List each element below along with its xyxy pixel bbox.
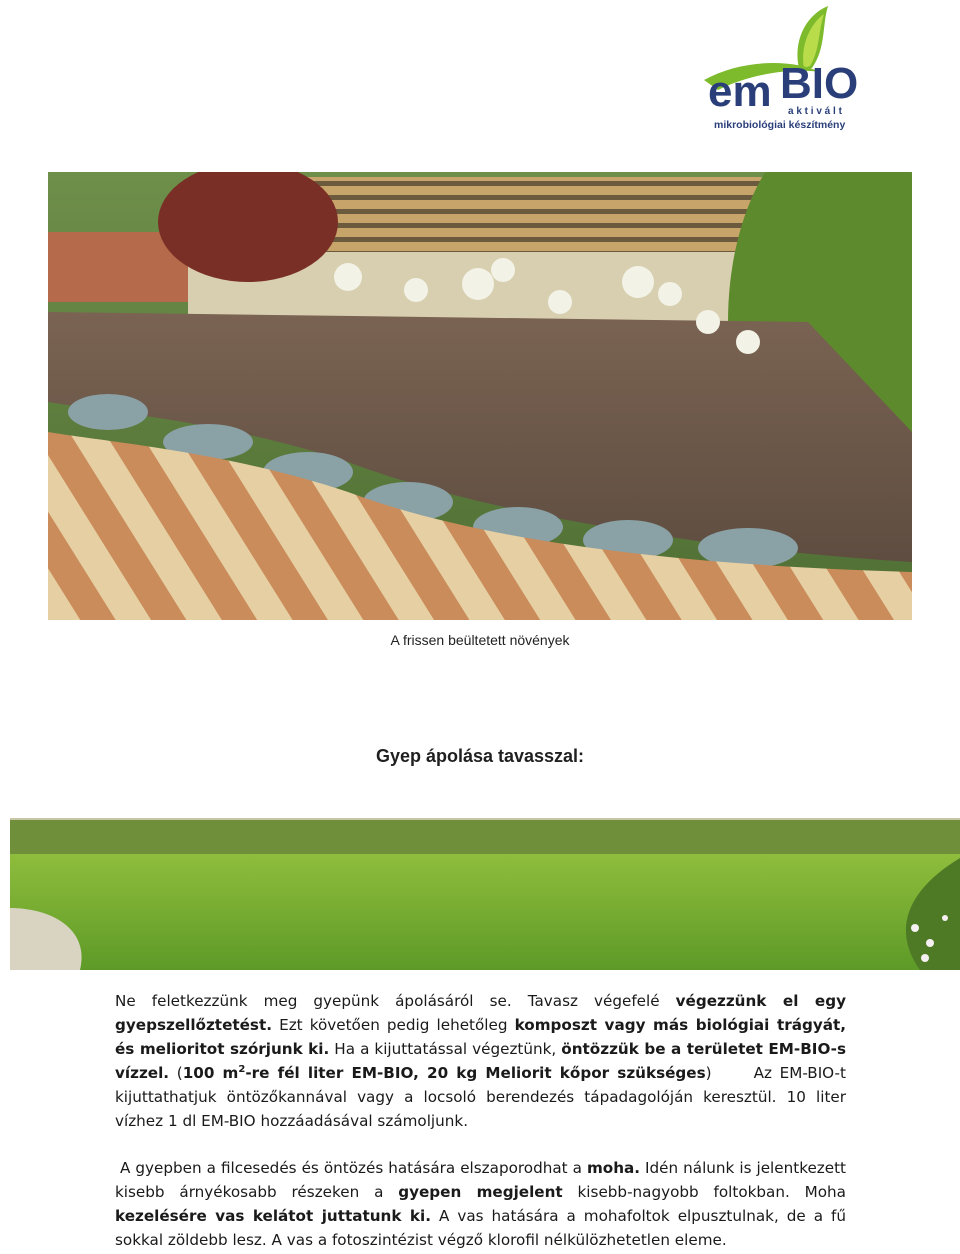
superscript: 2 xyxy=(238,1063,246,1075)
p2-bold: kezelésére vas kelátot juttatunk ki. xyxy=(115,1207,431,1225)
paragraph-moss xyxy=(115,1156,846,1252)
p1-bold: -re fél liter EM-BIO, 20 kg Meliorit kőpor szükséges xyxy=(245,1064,706,1082)
section-heading xyxy=(0,746,960,767)
logo-bio-text: BIO xyxy=(780,59,859,108)
logo-tagline-1: a k t i v á l t xyxy=(788,106,842,117)
p2-bold: gyepen megjelent xyxy=(398,1183,563,1201)
p1-text: Ha a kijuttatással végeztünk, xyxy=(329,1040,562,1058)
p1-text: ) xyxy=(705,1064,712,1082)
lawn-photo xyxy=(10,818,960,970)
p1-text: Ne feletkezzünk meg gyepünk ápolásáról se. Tavasz végefelé xyxy=(115,992,676,1010)
p2-bold: moha. xyxy=(586,1159,641,1177)
p1-bold: 100 m xyxy=(182,1064,239,1082)
p1-text: Az EM-BIO-t kijuttathatjuk öntözőkannával vagy a locsoló berendezés tápadagolóján keresztül. 10 liter vízhez 1 dl EM-BIO hozzáadásával számoljunk. xyxy=(115,1064,846,1130)
p2-text: A vas hatására a mohafoltok elpusztulnak, de a fű sokkal zöldebb lesz. A vas a fotoszintézist végző klorofil nélkülözhetetlen eleme. xyxy=(115,1207,846,1249)
p1-text: ( xyxy=(176,1064,183,1082)
p2-text: A gyepben a filcesedés és öntözés hatására elszaporodhat a xyxy=(120,1159,587,1177)
p1-text: Ezt követően pedig lehetőleg xyxy=(272,1016,515,1034)
p1-bold: végezzünk el egy gyepszellőztetést. xyxy=(115,992,846,1034)
paragraph-lawn-care xyxy=(115,989,846,1133)
garden-bed-photo xyxy=(48,172,912,620)
hedge xyxy=(10,820,960,854)
logo-tagline-2: mikrobiológiai készítmény xyxy=(714,119,846,131)
heading-text: Gyep ápolása tavasszal: xyxy=(375,746,585,766)
p1-bold: komposzt vagy más biológiai trágyát, és melioritot szórjunk ki. xyxy=(115,1016,846,1058)
p1-bold: öntözzük be a területet EM-BIO-s vízzel. xyxy=(115,1040,846,1082)
p2-text: Idén nálunk is jelentkezett kisebb árnyékosabb részeken a xyxy=(115,1159,847,1201)
p2-text: kisebb-nagyobb foltokban. Moha xyxy=(562,1183,846,1201)
photo-caption: A frissen beültetett növények xyxy=(390,632,570,648)
logo-em-text: em xyxy=(708,67,772,116)
embio-logo xyxy=(700,2,875,132)
lawn-grass xyxy=(10,854,960,970)
